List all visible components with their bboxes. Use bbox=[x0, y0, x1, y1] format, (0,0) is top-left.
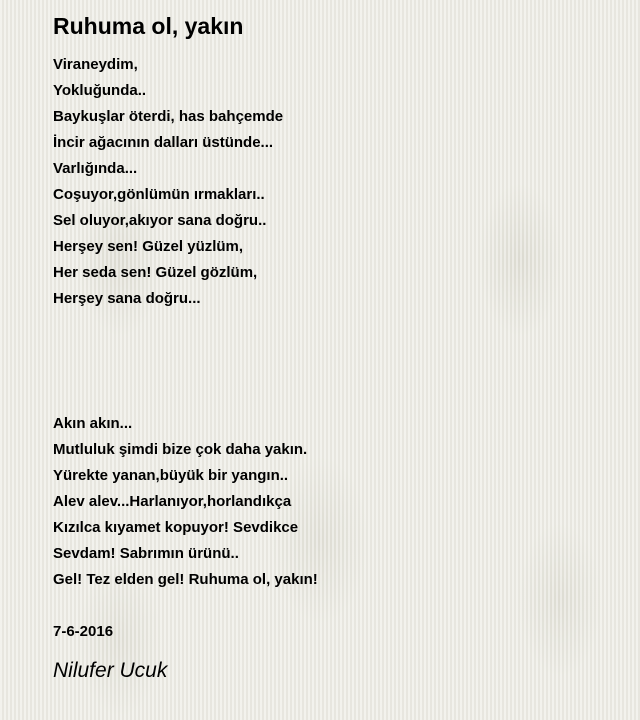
poem-line: Baykuşlar öterdi, has bahçemde bbox=[53, 108, 284, 125]
poem-line: Herşey sana doğru... bbox=[53, 290, 201, 307]
poem-line: İncir ağacının dalları üstünde... bbox=[53, 134, 274, 151]
poem-line: Yürekte yanan,büyük bir yangın.. bbox=[53, 467, 289, 484]
poem-author: Nilufer Ucuk bbox=[53, 659, 168, 682]
poem-line: Varlığında... bbox=[53, 160, 138, 177]
poem-line: Kızılca kıyamet kopuyor! Sevdikce bbox=[53, 519, 299, 536]
poem-line: Mutluluk şimdi bize çok daha yakın. bbox=[53, 441, 308, 458]
poem-line: Herşey sen! Güzel yüzlüm, bbox=[53, 238, 244, 255]
poem-line: Gel! Tez elden gel! Ruhuma ol, yakın! bbox=[53, 571, 318, 588]
poem-line: Sevdam! Sabrımın ürünü.. bbox=[53, 545, 239, 562]
poem-line: Yokluğunda.. bbox=[53, 82, 147, 99]
stanza-2 bbox=[53, 411, 318, 593]
stanza-1 bbox=[53, 52, 283, 312]
poem-line: Coşuyor,gönlümün ırmakları.. bbox=[53, 186, 265, 203]
poem-line: Akın akın... bbox=[53, 415, 133, 432]
poem-title: Ruhuma ol, yakın bbox=[53, 13, 244, 39]
poem-date: 7-6-2016 bbox=[53, 623, 114, 640]
poem-line: Her seda sen! Güzel gözlüm, bbox=[53, 264, 258, 281]
poem-line: Sel oluyor,akıyor sana doğru.. bbox=[53, 212, 267, 229]
poem-page bbox=[53, 0, 613, 720]
poem-line: Alev alev...Harlanıyor,horlandıkça bbox=[53, 493, 292, 510]
poem-line: Viraneydim, bbox=[53, 56, 138, 73]
